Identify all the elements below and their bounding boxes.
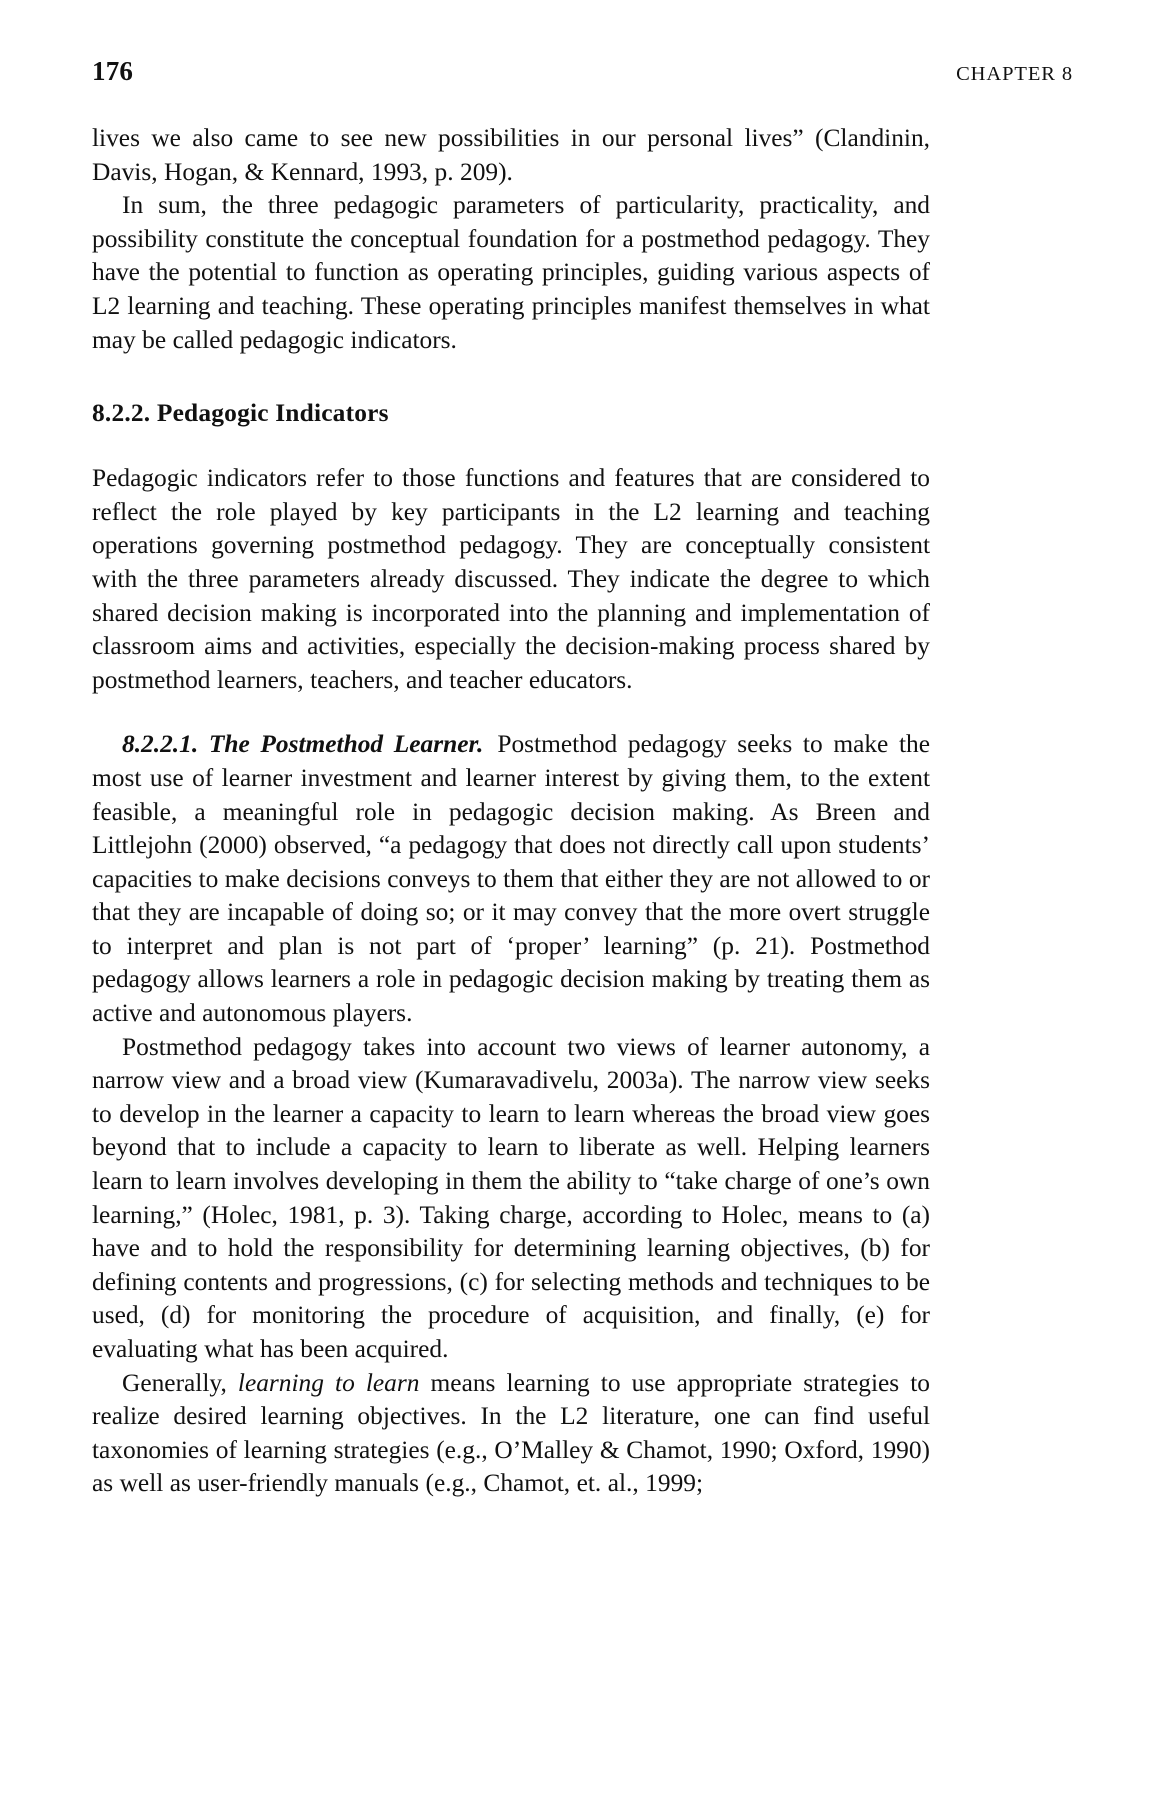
- paragraph-in-sum: In sum, the three pedagogic parameters of particularity, practicality, and possibility constitute the conceptual foundation for a postmethod pedagogy. They have the potential to function as operating principles, guiding various aspects of L2 learning and teaching. These operating principles manifest themselves in what may be called pedagogic indicators.: [92, 191, 930, 354]
- paragraph-learning-to-learn-lead: Generally,: [122, 1368, 238, 1397]
- chapter-running-head-label: CHAPTER 8: [956, 63, 1073, 85]
- paragraph-postmethod-learner-text: Postmethod pedagogy seeks to make the most use of learner investment and learner interest by giving them, to the extent feasible, a meaningful role in pedagogic decision making. As Breen and Littlejohn (2000) observed, “a pedagogy that does not directly call upon students’ capacities to make decisions conveys to them that either they are not allowed to or that they are incapable of doing so; or it may convey that the more overt struggle to interpret and plan is not part of ‘proper’ learning” (p. 21). Postmethod pedagogy allows learners a role in pedagogic decision making by treating them as active and autonomous players.: [92, 730, 930, 1028]
- spacer-before-subsection: [92, 697, 930, 728]
- page-number: 176: [92, 56, 134, 86]
- paragraph-postmethod-learner: [92, 728, 930, 1030]
- paragraph-learning-to-learn-rest: means learning to use appropriate strategies to realize desired learning objectives. In the L2 literature, one can find useful taxonomies of learning strategies (e.g., O’Malley & Chamot, 1990; Oxford, 1990) as well as user-friendly manuals (e.g., Chamot, et. al., 1999;: [92, 1368, 931, 1498]
- paragraph-pedagogic-indicators: Pedagogic indicators refer to those functions and features that are considered to reflect the role played by key participants in the L2 learning and teaching operations governing postmethod pedagogy. They are conceptually consistent with the three parameters already discussed. They indicate the degree to which shared decision making is incorporated into the planning and implementation of classroom aims and activities, especially the decision-making process shared by postmethod learners, teachers, and teacher educators.: [92, 464, 930, 694]
- italic-term-learning-to-learn: learning to learn: [237, 1368, 420, 1397]
- subsection-runin-heading-8-2-2-1: 8.2.2.1. The Postmethod Learner.: [122, 730, 484, 759]
- spacer-before-section-heading: [92, 357, 930, 397]
- paragraph-learner-autonomy: Postmethod pedagogy takes into account two views of learner autonomy, a narrow view and a broad view (Kumaravadivelu, 2003a). The narrow view seeks to develop in the learner a capacity to learn to learn whereas the broad view goes beyond that to include a capacity to learn to liberate as well. Helping learners learn to learn involves developing in them the ability to “take charge of one’s own learning,” (Holec, 1981, p. 3). Taking charge, according to Holec, means to (a) have and to hold the responsibility for determining learning objectives, (b) for defining contents and progressions, (c) for selecting methods and techniques to be used, (d) for monitoring the procedure of acquisition, and finally, (e) for evaluating what has been acquired.: [92, 1032, 930, 1363]
- spacer-after-section-heading: [92, 430, 930, 462]
- section-heading-8-2-2: 8.2.2. Pedagogic Indicators: [92, 399, 389, 428]
- paragraph-learning-to-learn: [92, 1367, 930, 1501]
- running-head: [92, 58, 1073, 92]
- paragraph-continuation: lives we also came to see new possibilities in our personal lives” (Clandinin, Davis, Hogan, & Kennard, 1993, p. 209).: [92, 124, 930, 186]
- text-block: [92, 122, 930, 1501]
